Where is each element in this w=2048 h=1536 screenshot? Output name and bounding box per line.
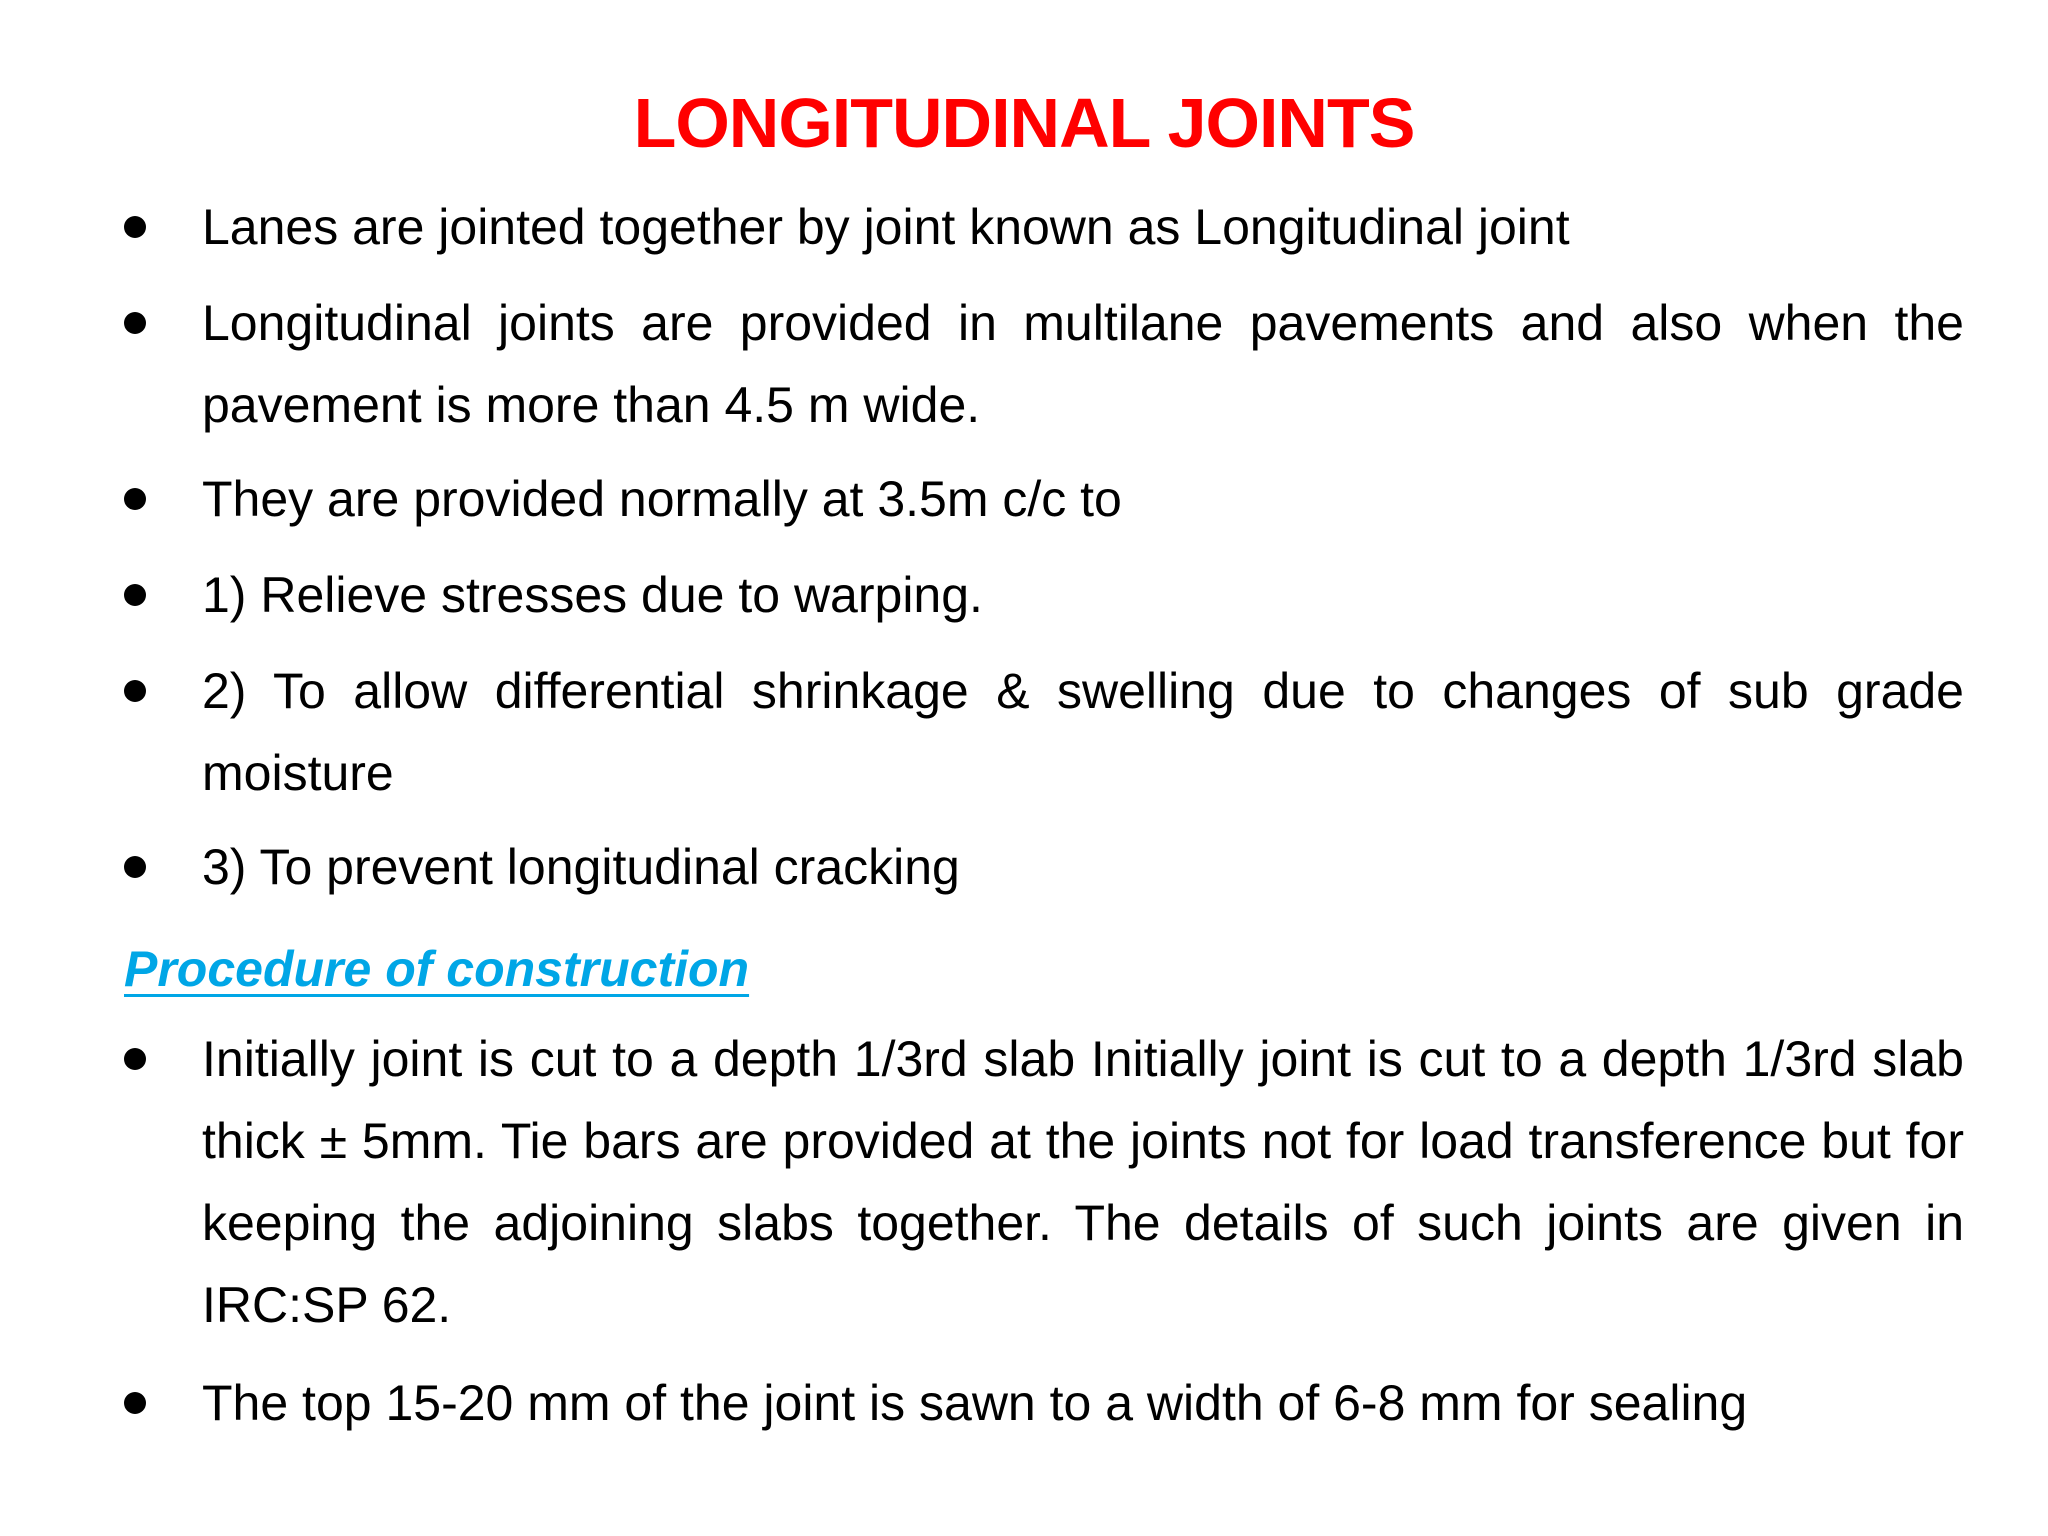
procedure-item: Initially joint is cut to a depth 1/3rd slab Initially joint is cut to a depth 1/3rd slab thick ± 5mm. Tie bars are provided at the joints not for load transference but for keeping the adjoining slabs together. The details of such joints are given in IRC:SP 62.	[202, 1031, 1964, 1333]
bullet-item: They are provided normally at 3.5m c/c to	[202, 471, 1122, 527]
bullet-dot-icon	[124, 1392, 146, 1414]
bullet-dot-icon	[124, 856, 146, 878]
bullet-dot-icon	[124, 1048, 146, 1070]
bullet-item: Lanes are jointed together by joint known as Longitudinal joint	[202, 199, 1570, 255]
procedure-item: The top 15-20 mm of the joint is sawn to a width of 6-8 mm for sealing	[202, 1375, 1748, 1431]
bullet-dot-icon	[124, 312, 146, 334]
bullet-item: Longitudinal joints are provided in multilane pavements and also when the pavement is more than 4.5 m wide.	[202, 295, 1964, 433]
bullet-dot-icon	[124, 584, 146, 606]
bullet-item: 3) To prevent longitudinal cracking	[202, 839, 960, 895]
bullet-dot-icon	[124, 680, 146, 702]
bullet-dot-icon	[124, 216, 146, 238]
procedure-subheading: Procedure of construction	[124, 941, 750, 997]
bullet-item: 2) To allow differential shrinkage & swelling due to changes of sub grade moisture	[202, 663, 1964, 801]
slide-title: LONGITUDINAL JOINTS	[633, 84, 1415, 162]
bullet-item: 1) Relieve stresses due to warping.	[202, 567, 983, 623]
bullet-dot-icon	[124, 488, 146, 510]
